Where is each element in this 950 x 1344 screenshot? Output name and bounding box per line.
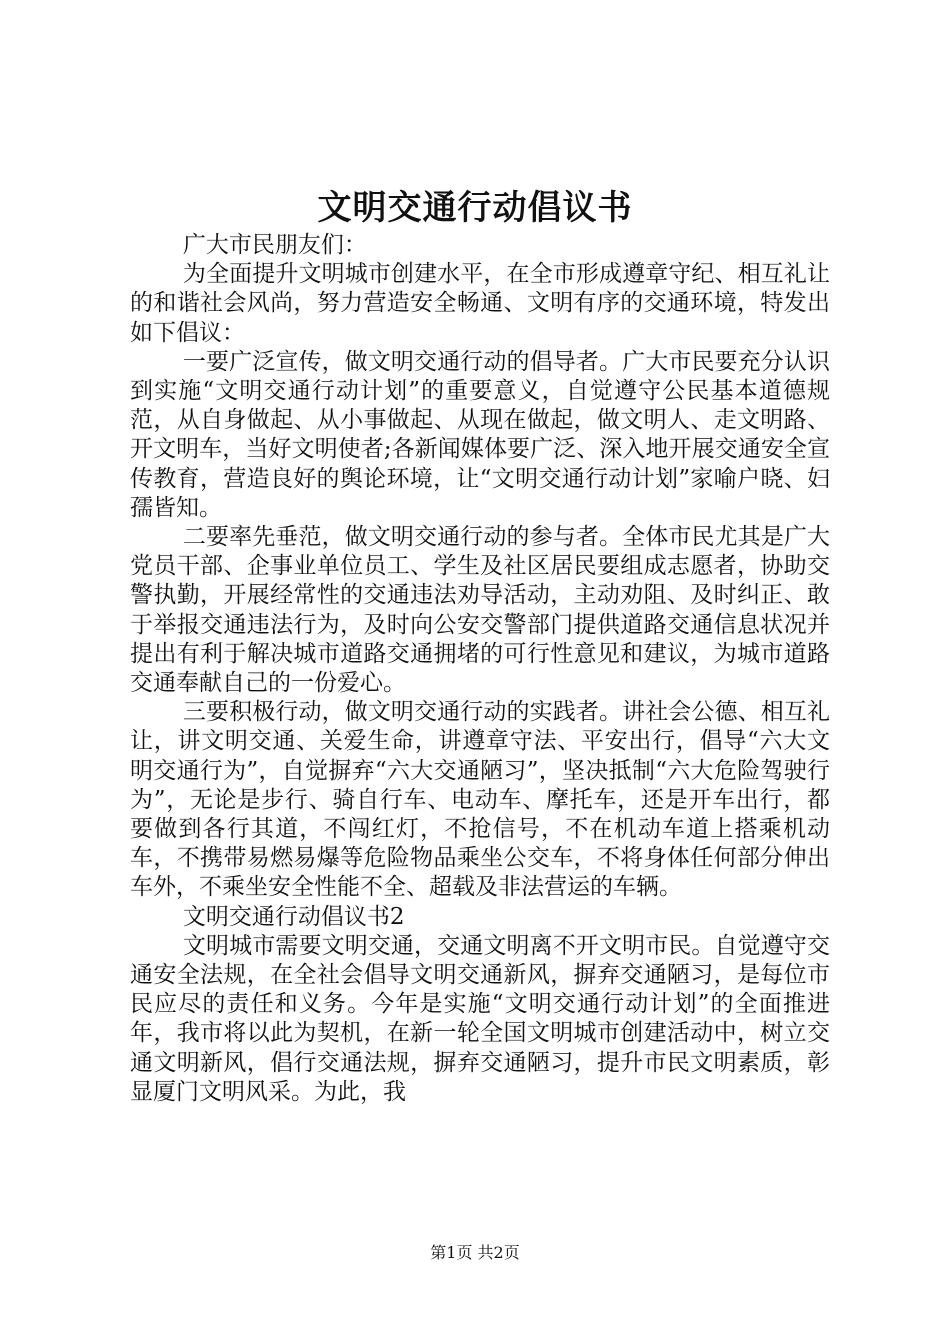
paragraph-first-proposal: 一要广泛宣传，做文明交通行动的倡导者。广大市民要充分认识到实施“文明交通行动计划”的重要意义，自觉遵守公民基本道德规范，从自身做起、从小事做起、从现在做起，做文明人、走文明路、开文明车，当好文明使者;各新闻媒体要广泛、深入地开展交通安全宣传教育，营造良好的舆论环境，让“文明交通行动计划”家喻户晓、妇孺皆知。	[130, 348, 830, 521]
salutation: 广大市民朋友们：	[182, 232, 367, 258]
page-footer: 第1页 共2页	[430, 1243, 520, 1262]
document-title: 文明交通行动倡议书	[317, 188, 633, 228]
paragraph-intro: 为全面提升文明城市创建水平，在全市形成遵章守纪、相互礼让的和谐社会风尚，努力营造安全畅通、文明有序的交通环境，特发出如下倡议：	[130, 261, 830, 346]
paragraph-second-proposal: 二要率先垂范，做文明交通行动的参与者。全体市民尤其是广大党员干部、企事业单位员工、学生及社区居民要组成志愿者，协助交警执勤，开展经常性的交通违法劝导活动，主动劝阻、及时纠正、敢于举报交通违法行为，及时向公安交警部门提供道路交通信息状况并提出有利于解决城市道路交通拥堵的可行性意见和建议，为城市道路交通奉献自己的一份爱心。	[130, 524, 830, 697]
paragraph-third-proposal: 三要积极行动，做文明交通行动的实践者。讲社会公德、相互礼让，讲文明交通、关爱生命，讲遵章守法、平安出行，倡导“六大文明交通行为”，自觉摒弃“六大交通陋习”，坚决抵制“六大危险驾驶行为”，无论是步行、骑自行车、电动车、摩托车，还是开车出行，都要做到各行其道，不闯红灯，不抢信号，不在机动车道上搭乘机动车，不携带易燃易爆等危险物品乘坐公交车，不将身体任何部分伸出车外，不乘坐安全性能不全、超载及非法营运的车辆。	[130, 699, 830, 901]
paragraph-section-2: 文明城市需要文明交通，交通文明离不开文明市民。自觉遵守交通安全法规，在全社会倡导文明交通新风，摒弃交通陋习，是每位市民应尽的责任和义务。今年是实施“文明交通行动计划”的全面推进年，我市将以此为契机，在新一轮全国文明城市创建活动中，树立交通文明新风，倡行交通法规，摒弃交通陋习，提升市民文明素质，彰显厦门文明风采。为此，我	[130, 932, 830, 1105]
document-body	[130, 231, 830, 1107]
section-heading-2: 文明交通行动倡议书2	[182, 903, 405, 930]
